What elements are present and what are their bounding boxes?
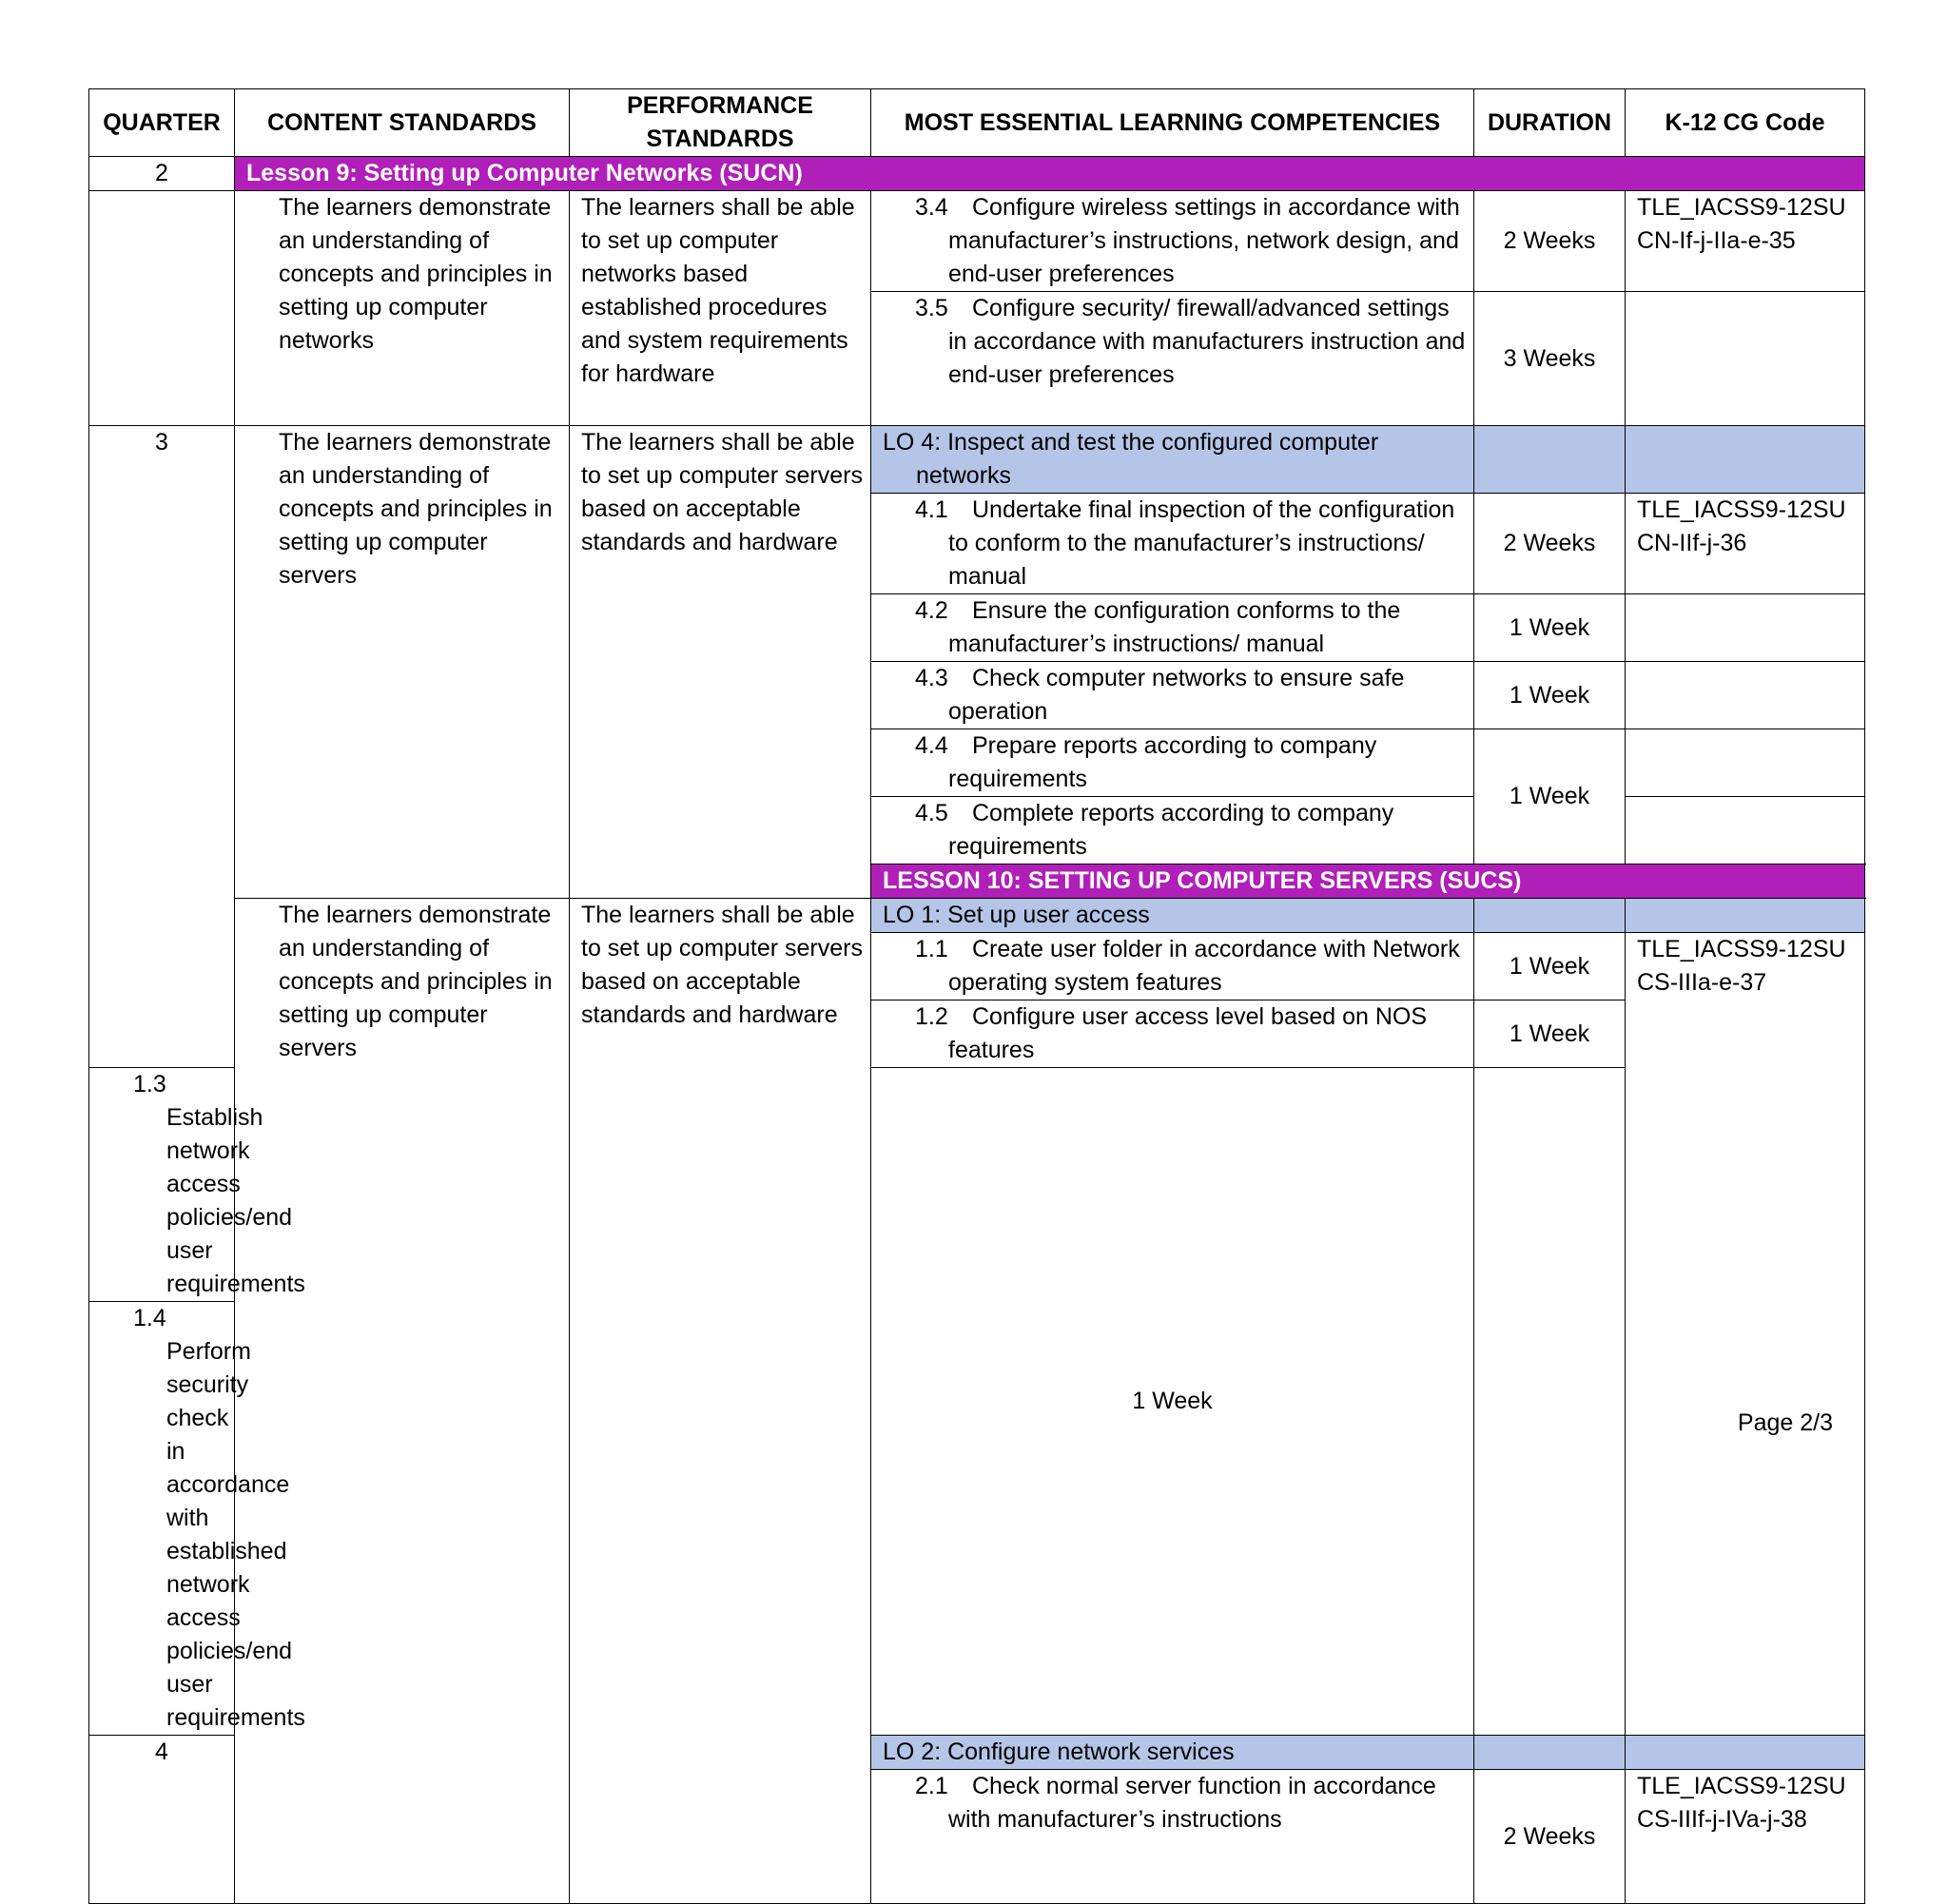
quarter-cell: 2: [89, 157, 235, 191]
learning-outcome-code: [1626, 426, 1865, 494]
learning-outcome-row: [89, 899, 1865, 933]
lesson-row: [89, 157, 1865, 191]
competency-item: [871, 292, 1474, 426]
competency-item: [871, 191, 1474, 292]
competency-text: Undertake final inspection of the configuration to conform to the manufacturer’s instructions/ manual: [948, 496, 1455, 590]
header-cg-code: K-12 CG Code: [1626, 89, 1865, 157]
learning-outcome-duration: [1474, 1736, 1626, 1770]
cg-code-cell: [1626, 729, 1865, 797]
competency-item: [871, 797, 1474, 865]
competency-text: Check normal server function in accordance with manufacturer’s instructions: [948, 1773, 1436, 1833]
competency-number: 3.4: [915, 194, 948, 221]
competency-item: [871, 933, 1474, 1001]
learning-outcome-code: [1626, 1736, 1865, 1770]
learning-outcome-code: [1626, 899, 1865, 933]
duration-cell: 2 Weeks: [1474, 1770, 1626, 1904]
competency-number: 4.1: [915, 496, 948, 523]
competency-number: 4.2: [915, 597, 948, 624]
competency-text: Configure user access level based on NOS features: [948, 1003, 1428, 1063]
competency-item: [871, 494, 1474, 594]
header-duration: DURATION: [1474, 89, 1626, 157]
content-standard: The learners demonstrate an understanding of concepts and principles in setting up computer networks: [235, 191, 570, 426]
cg-code-cell: TLE_IACSS9-12SUCN-If-j-IIa-e-35: [1626, 191, 1865, 292]
header-row: [89, 89, 1865, 157]
page-number: Page 2/3: [1737, 1409, 1833, 1436]
competency-item: [871, 1001, 1474, 1068]
competency-text: Check computer networks to ensure safe operation: [948, 665, 1405, 725]
lesson-title: Lesson 9: Setting up Computer Networks (SUCN): [235, 157, 1865, 191]
competency-number: 1.3: [133, 1071, 166, 1098]
competency-number: 1.2: [915, 1003, 948, 1030]
cg-code-cell: [1626, 662, 1865, 729]
duration-cell: 1 Week: [1474, 662, 1626, 729]
competency-text: Establish network access policies/end user requirements: [166, 1104, 305, 1297]
header-content-standards: CONTENT STANDARDS: [235, 89, 570, 157]
cg-code-cell: TLE_IACSS9-12SUCS-IIIf-j-IVa-j-38: [1626, 1770, 1865, 1904]
header-quarter: QUARTER: [89, 89, 235, 157]
competency-number: 1.1: [915, 936, 948, 962]
lesson-title: LESSON 10: SETTING UP COMPUTER SERVERS (SUCS): [871, 865, 1865, 899]
competency-number: 4.5: [915, 800, 948, 826]
duration-cell: 1 Week: [1474, 729, 1626, 865]
competency-number: 4.3: [915, 665, 948, 691]
learning-outcome: LO 1: Set up user access: [871, 899, 1474, 933]
cg-code-cell: [1626, 292, 1865, 426]
competency-item: [89, 1302, 305, 1736]
quarter-cell: 3: [89, 426, 235, 1068]
performance-standard: The learners shall be able to set up computer networks based established procedures and system requirements for hardware: [570, 191, 871, 426]
competency-text: Complete reports according to company requirements: [948, 800, 1394, 860]
competency-number: 1.4: [133, 1305, 166, 1331]
cg-code-cell: TLE_IACSS9-12SUCS-IIIa-e-37: [1626, 933, 1865, 1736]
duration-cell: 2 Weeks: [1474, 494, 1626, 594]
competency-number: 3.5: [915, 295, 948, 321]
learning-outcome: LO 2: Configure network services: [871, 1736, 1474, 1770]
quarter-cell: 4: [89, 1736, 235, 1904]
content-standard: The learners demonstrate an understanding of concepts and principles in setting up computer servers: [235, 899, 570, 1904]
learning-outcome-duration: [1474, 899, 1626, 933]
duration-cell: 1 Week: [1474, 1001, 1626, 1068]
content-standard: The learners demonstrate an understanding of concepts and principles in setting up computer servers: [235, 426, 570, 899]
learning-outcome: LO 4: Inspect and test the configured computer networks: [871, 426, 1474, 494]
cg-code-cell: [1626, 594, 1865, 662]
competency-text: Prepare reports according to company requirements: [948, 732, 1377, 792]
competency-text: Perform security check in accordance with established network access policies/end user requirements: [166, 1338, 305, 1731]
performance-standard: The learners shall be able to set up computer servers based on acceptable standards and hardware: [570, 426, 871, 899]
header-competencies: MOST ESSENTIAL LEARNING COMPETENCIES: [871, 89, 1474, 157]
competency-number: 4.4: [915, 732, 948, 759]
competency-item: [89, 1068, 305, 1302]
duration-cell: 2 Weeks: [1474, 191, 1626, 292]
learning-outcome-duration: [1474, 426, 1626, 494]
header-performance-standards: PERFORMANCE STANDARDS: [570, 89, 871, 157]
performance-standard: The learners shall be able to set up computer servers based on acceptable standards and hardware: [570, 899, 871, 1904]
competency-item: [871, 662, 1474, 729]
curriculum-guide-table: [88, 88, 1865, 1904]
competency-text: Configure wireless settings in accordance with manufacturer’s instructions, network design, and end-user preferences: [948, 194, 1460, 287]
duration-cell: 3 Weeks: [1474, 292, 1626, 426]
competency-item: [871, 594, 1474, 662]
cg-code-cell: [1626, 797, 1865, 865]
competency-item: [871, 729, 1474, 797]
duration-cell: 1 Week: [1474, 933, 1626, 1001]
quarter-cell-empty: [89, 191, 235, 426]
competency-text: Ensure the configuration conforms to the manufacturer’s instructions/ manual: [948, 597, 1401, 657]
table-row: [89, 191, 1865, 292]
learning-outcome-row: [89, 426, 1865, 494]
duration-cell: 1 Week: [1474, 594, 1626, 662]
competency-item: [871, 1770, 1474, 1904]
competency-text: Configure security/ firewall/advanced settings in accordance with manufacturers instruction and end-user preferences: [948, 295, 1466, 388]
cg-code-cell: TLE_IACSS9-12SUCN-IIf-j-36: [1626, 494, 1865, 594]
competency-text: Create user folder in accordance with Network operating system features: [948, 936, 1460, 996]
competency-number: 2.1: [915, 1773, 948, 1799]
duration-cell: 1 Week: [871, 1068, 1474, 1736]
